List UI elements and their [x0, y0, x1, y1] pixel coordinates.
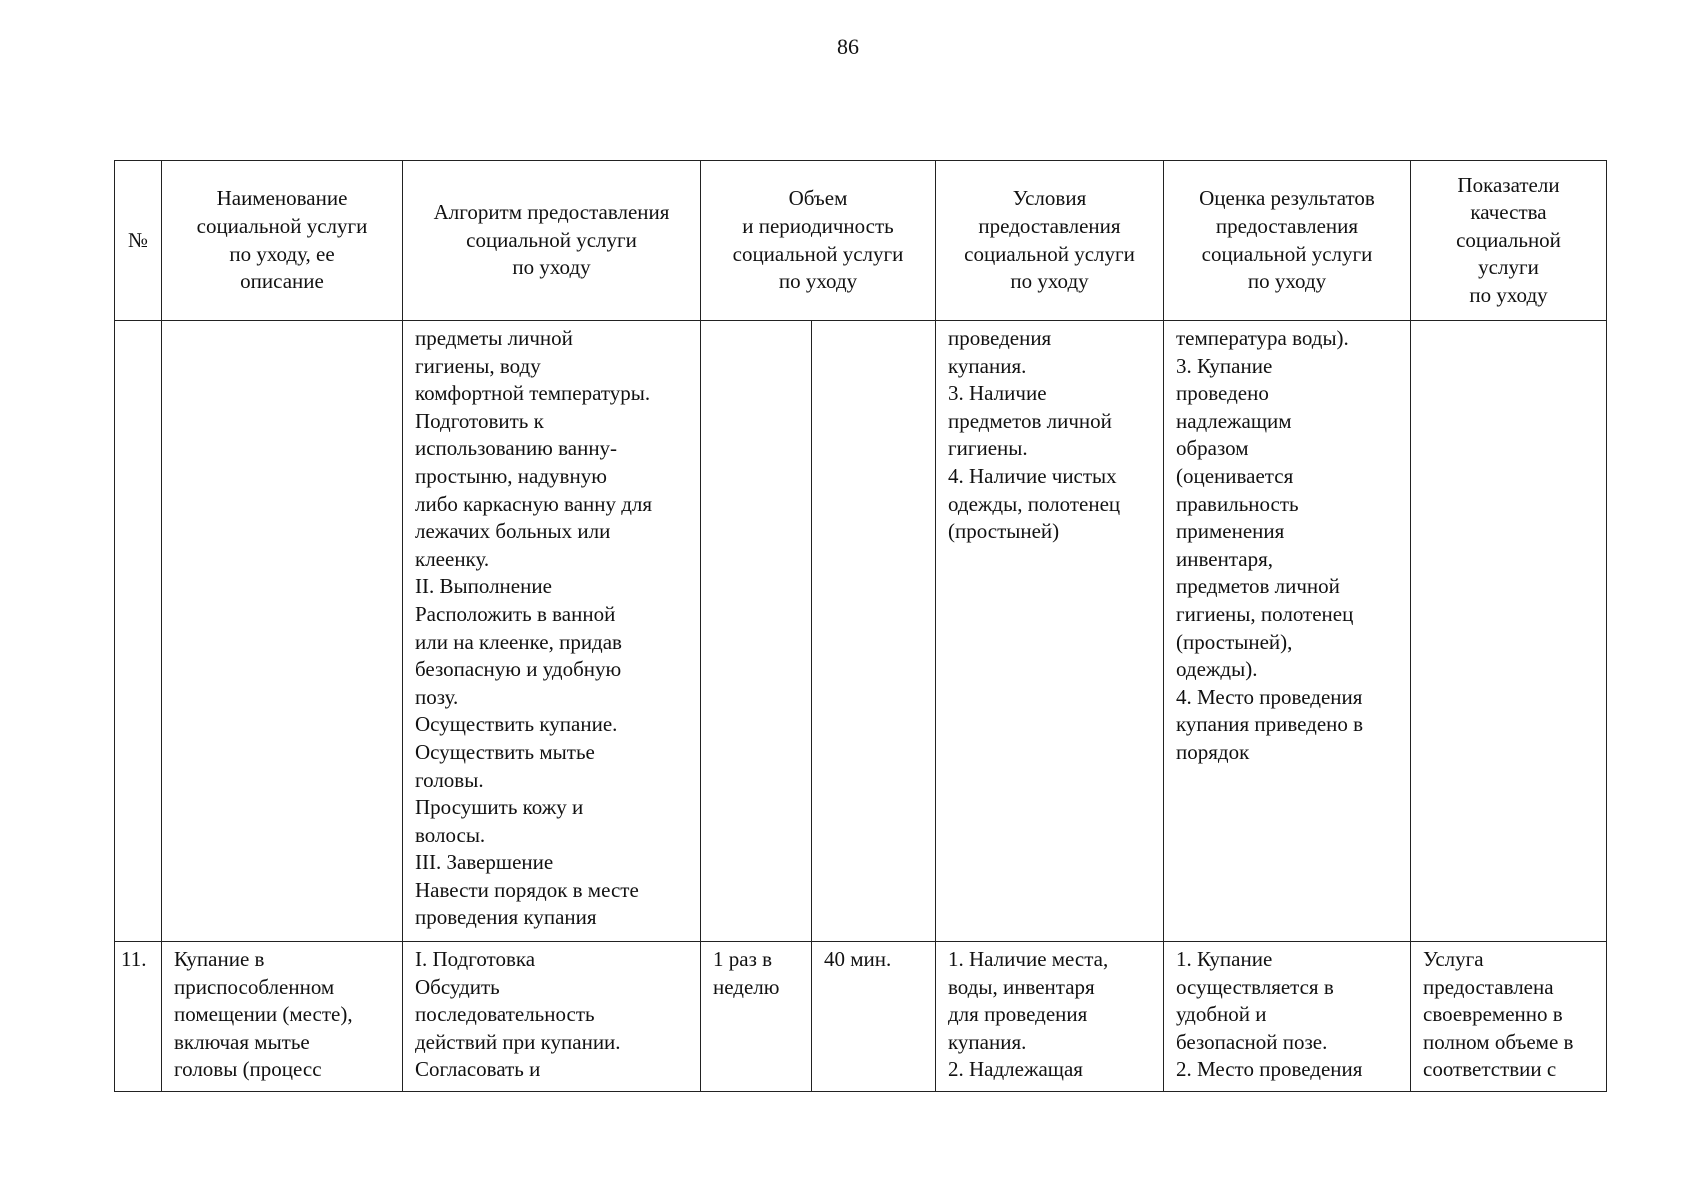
header-algorithm: Алгоритм предоставления социальной услуги по уходу: [403, 161, 701, 321]
cell-num: 11.: [115, 942, 162, 1092]
cell-service-name: Купание в приспособленном помещении (месте), включая мытье головы (процесс: [162, 942, 403, 1092]
cell-evaluation: температура воды). 3. Купание проведено надлежащим образом (оценивается правильность применения инвентаря, предметов личной гигиены, полотенец (простыней), одежды). 4. Место проведения купания приведено в порядок: [1164, 321, 1411, 942]
cell-algorithm: I. Подготовка Обсудить последовательность действий при купании. Согласовать и: [403, 942, 701, 1092]
cell-conditions: проведения купания. 3. Наличие предметов личной гигиены. 4. Наличие чистых одежды, полотенец (простыней): [936, 321, 1164, 942]
social-services-table: [114, 160, 1607, 1092]
table-row: [115, 942, 1607, 1092]
header-conditions: Условия предоставления социальной услуги по уходу: [936, 161, 1164, 321]
cell-service-name: [162, 321, 403, 942]
cell-quality: [1411, 321, 1607, 942]
cell-algorithm: предметы личной гигиены, воду комфортной температуры. Подготовить к использованию ванну- простыню, надувную либо каркасную ванну для лежачих больных или клеенку. II. Выполнение Расположить в ванной или на клеенке, придав безопасную и удобную позу. Осуществить купание. Осуществить мытье головы. Просушить кожу и волосы. III. Завершение Навести порядок в месте проведения купания: [403, 321, 701, 942]
header-quality: Показатели качества социальной услуги по уходу: [1411, 161, 1607, 321]
cell-conditions: 1. Наличие места, воды, инвентаря для проведения купания. 2. Надлежащая: [936, 942, 1164, 1092]
header-volume-periodicity: Объем и периодичность социальной услуги по уходу: [701, 161, 936, 321]
header-service-name: Наименование социальной услуги по уходу, ее описание: [162, 161, 403, 321]
cell-num: [115, 321, 162, 942]
cell-volume: [812, 321, 936, 942]
page-number: 86: [837, 34, 859, 59]
cell-evaluation: 1. Купание осуществляется в удобной и безопасной позе. 2. Место проведения: [1164, 942, 1411, 1092]
cell-periodicity: [701, 321, 812, 942]
header-num: №: [115, 161, 162, 321]
cell-periodicity: 1 раз в неделю: [701, 942, 812, 1092]
cell-quality: Услуга предоставлена своевременно в полном объеме в соответствии с: [1411, 942, 1607, 1092]
table-row: [115, 321, 1607, 942]
table-header-row: [115, 161, 1607, 321]
cell-volume: 40 мин.: [812, 942, 936, 1092]
header-evaluation: Оценка результатов предоставления социальной услуги по уходу: [1164, 161, 1411, 321]
